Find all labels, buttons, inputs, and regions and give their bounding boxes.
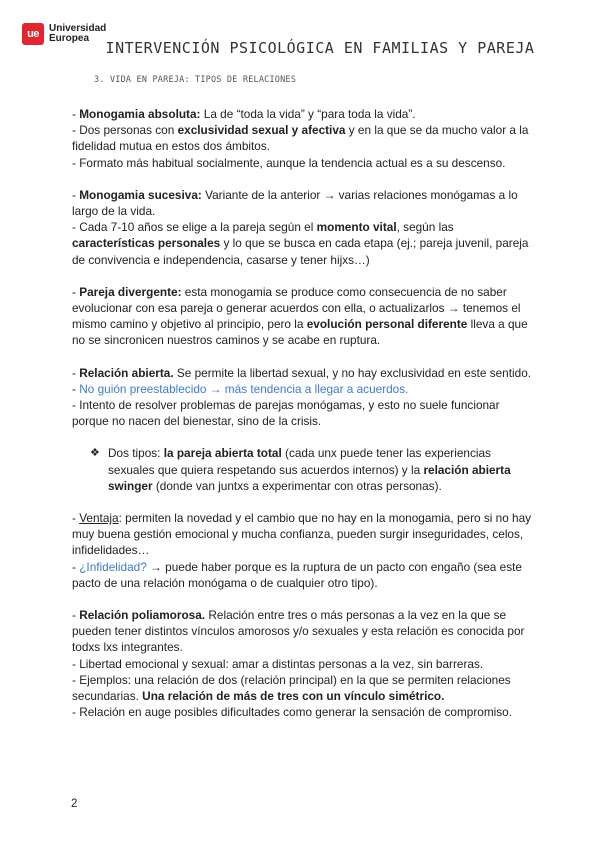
ue-logo-icon: ue xyxy=(22,23,44,45)
section-subtitle: 3. VIDA EN PAREJA: TIPOS DE RELACIONES xyxy=(94,75,297,85)
paragraph: - Dos personas con exclusividad sexual y afectiva y en la que se da mucho valor a la fidelidad mutua en estos dos ámbitos. xyxy=(72,123,529,154)
paragraph: - Pareja divergente: esta monogamia se produce como consecuencia de no saber evolucionar con esa pareja o generar acuerdos con ella, o actualizarlos → tenemos el mismo camino y objetivo al principio, pero la evolución personal diferente lleva a que no se sincronicen nuestros caminos y se acabe en ruptura. xyxy=(72,284,528,348)
diamond-bullet-icon: ❖ xyxy=(90,447,100,460)
paragraph: - Ejemplos: una relación de dos (relación principal) en la que se permiten relaciones secundarias. Una relación de más de tres con un vínculo simétrico. xyxy=(72,672,511,704)
paragraph: - Cada 7-10 años se elige a la pareja según el momento vital, según las características personales y lo que se busca en cada etapa (ej.; pareja juvenil, pareja de convivencia e independencia, casarse y tener hijxs…) xyxy=(72,220,529,267)
logo-line-2: Europea xyxy=(49,33,90,44)
paragraph: - Monogamia absoluta: La de “toda la vida” y “para toda la vida”. xyxy=(72,107,416,121)
document-title: INTERVENCIÓN PSICOLÓGICA EN FAMILIAS Y PAREJA xyxy=(105,39,535,57)
page-number: 2 xyxy=(71,798,78,810)
bullet-item xyxy=(90,445,534,494)
document-body xyxy=(72,106,534,721)
paragraph: - ¿Infidelidad? → puede haber porque es la ruptura de un pacto con engaño (sea este pacto de una relación monógama o de cualquier otro tipo). xyxy=(72,559,522,590)
paragraph: - Ventaja: permiten la novedad y el cambio que no hay en la monogamia, pero si no hay muy buena gestión emocional y mucha confianza, pueden surgir inseguridades, celos, infidelidades… xyxy=(72,511,532,558)
paragraph: - Formato más habitual socialmente, aunque la tendencia actual es a su descenso. xyxy=(72,155,506,170)
paragraph: - Relación poliamorosa. Relación entre tres o más personas a la vez en la que se pueden tener distintos vínculos amorosos y/o sexuales y esta relación es conocida por todxs lxs integrantes. xyxy=(72,608,525,655)
bullet-text: Dos tipos: la pareja abierta total (cada unx puede tener las experiencias sexuales que quiera respetando sus acuerdos internos) y la relación abierta swinger (donde van juntxs a experimentar con otras personas). xyxy=(108,446,511,493)
paragraph: - No guión preestablecido → más tendencia a llegar a acuerdos. xyxy=(72,381,409,396)
paragraph: - Relación en auge posibles dificultades como generar la sensación de compromiso. xyxy=(72,705,513,720)
paragraph: - Relación abierta. Se permite la libertad sexual, y no hay exclusividad en este sentido. xyxy=(72,365,532,380)
paragraph: - Libertad emocional y sexual: amar a distintas personas a la vez, sin barreras. xyxy=(72,656,484,671)
paragraph: - Monogamia sucesiva: Variante de la anterior → varias relaciones monógamas a lo largo de la vida. xyxy=(72,187,518,219)
logo-line-1: Universidad xyxy=(49,23,107,34)
paragraph: - Intento de resolver problemas de parejas monógamas, y esto no suele funcionar porque no nacen del bienestar, sino de la crisis. xyxy=(72,398,500,429)
